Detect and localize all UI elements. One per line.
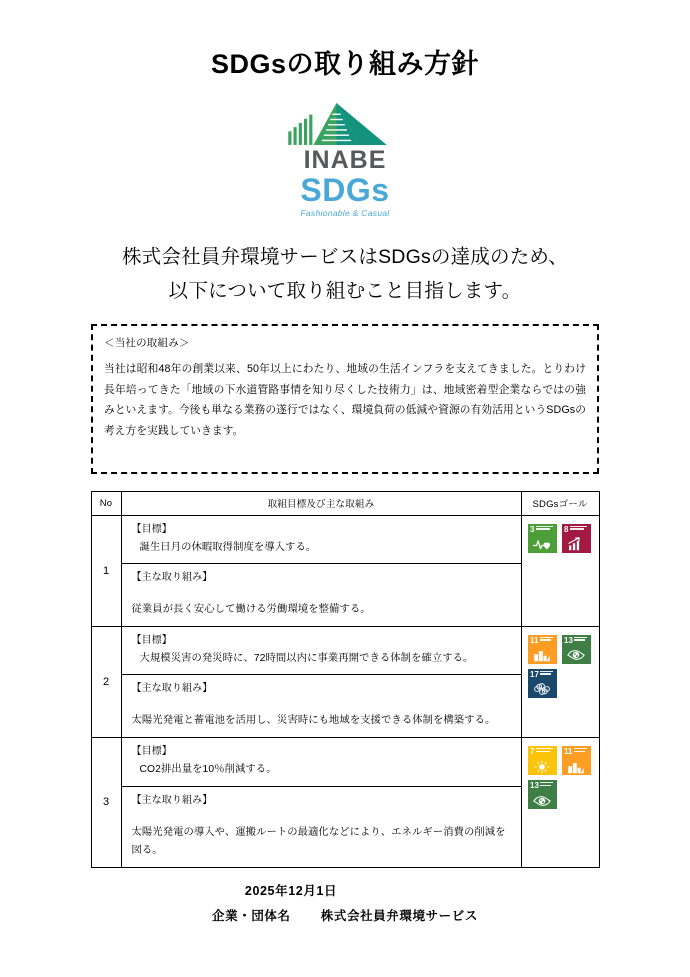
inabe-sdgs-logo [0, 102, 690, 217]
footer-org-name: 株式会社員弁環境サービス [320, 909, 478, 923]
lead-statement [0, 240, 690, 308]
footer-organization [0, 904, 690, 929]
target-text: CO2排出量を10％削減する。 [139, 764, 277, 776]
target-label: 【目標】 [131, 746, 172, 758]
row-number: 3 [91, 738, 121, 868]
sdg-goal-tile-17 [528, 669, 557, 698]
table-row [91, 515, 599, 626]
target-text: 誕生日月の休暇取得制度を導入する。 [139, 541, 317, 553]
sdg-goal-caption [570, 526, 589, 531]
sdg-goal-caption [540, 637, 555, 642]
table-row [91, 626, 599, 737]
sdg-goal-tile-11 [528, 635, 557, 664]
sdg-goal-tile-8 [562, 524, 591, 553]
initiatives-table-body [91, 515, 599, 867]
logo-tagline: Fashionable & Casual [300, 207, 390, 218]
sdg-goal-caption [574, 637, 588, 642]
sdg-goal-number: 3 [530, 524, 535, 534]
row-sdg-goals [521, 626, 599, 737]
target-label: 【目標】 [131, 634, 172, 646]
action-label: 【主な取り組み】 [131, 794, 213, 806]
sdg-goal-tile-7 [528, 746, 557, 775]
sdg-goal-caption [540, 782, 554, 787]
action-block [122, 564, 521, 626]
note-heading: ＜当社の取組み＞ [104, 336, 190, 349]
action-block [122, 675, 521, 737]
row-number: 2 [91, 626, 121, 737]
footer-date: 2025年12月1日 [244, 884, 338, 898]
target-block [122, 627, 521, 676]
sdg-goal-tile-13 [562, 635, 591, 664]
row-sdg-goals [521, 738, 599, 868]
action-text: 太陽光発電と蓄電池を活用し、災害時にも地域を支援できる体制を構築する。 [131, 715, 496, 727]
sdg-goal-number: 17 [530, 669, 539, 679]
sdg-goal-number: 8 [564, 524, 569, 534]
sdg-goal-caption [536, 748, 555, 753]
action-label: 【主な取り組み】 [131, 683, 213, 695]
sdg-goal-grid [528, 635, 594, 698]
sdg-goal-grid [528, 746, 594, 809]
sdg-goal-number: 13 [530, 781, 539, 791]
sdg-goal-number: 7 [530, 747, 535, 757]
page-title: SDGsの取り組み方針 [210, 49, 480, 79]
table-header-row [91, 491, 599, 515]
target-label: 【目標】 [131, 523, 172, 535]
sdg-goal-caption [540, 671, 554, 676]
sdg-goal-number: 13 [564, 635, 573, 645]
action-text: 従業員が長く安心して働ける労働環境を整備する。 [131, 604, 371, 616]
target-block [122, 516, 521, 565]
lead-line-1: 株式会社員弁環境サービスはSDGsの達成のため、 [121, 245, 569, 268]
company-initiatives-note [91, 324, 599, 474]
sdg-goal-caption [574, 748, 589, 753]
sdg-goal-caption [536, 526, 555, 531]
footer-org-label: 企業・団体名 [212, 909, 291, 923]
sdg-goal-tile-13 [528, 780, 557, 809]
note-body: 当社は昭和48年の創業以来、50年以上にわたり、地域の生活インフラを支えてきました。とりわけ長年培ってきた「地域の下水道管路事情を知り尽くした技術力」は、地域密着型企業ならではの強みといえます。今後も単なる業務の遂行ではなく、環境負荷の低減や資源の有効活用というSDGsの考え方を実践していきます。 [104, 362, 586, 438]
logo-secondary-text: SDGs [300, 171, 390, 208]
row-sdg-goals [521, 515, 599, 626]
row-content [121, 738, 521, 868]
row-content [121, 626, 521, 737]
row-number: 1 [91, 515, 121, 626]
action-text: 太陽光発電の導入や、運搬ルートの最適化などにより、エネルギー消費の削減を図る。 [131, 826, 506, 857]
sdg-goal-tile-11 [562, 746, 591, 775]
table-row [91, 738, 599, 868]
sdg-goal-grid [528, 524, 594, 553]
mountain-bar-chart-icon [282, 102, 408, 146]
row-content [121, 515, 521, 626]
target-text: 大規模災害の発災時に、72時間以内に事業再開できる体制を確立する。 [139, 652, 474, 664]
sdg-goal-number: 11 [530, 635, 539, 645]
logo-primary-text: INABE [303, 146, 387, 175]
sdg-goal-number: 11 [564, 747, 573, 757]
sdg-goal-tile-3 [528, 524, 557, 553]
target-block [122, 738, 521, 787]
action-label: 【主な取り組み】 [131, 572, 213, 584]
lead-line-2: 以下について取り組むこと目指します。 [168, 279, 522, 302]
header-no: No [91, 491, 121, 515]
header-main: 取組目標及び主な取組み [121, 491, 521, 515]
document-footer [0, 879, 690, 929]
action-block [122, 787, 521, 867]
initiatives-table [91, 491, 600, 868]
header-goal: SDGsゴール [521, 491, 599, 515]
